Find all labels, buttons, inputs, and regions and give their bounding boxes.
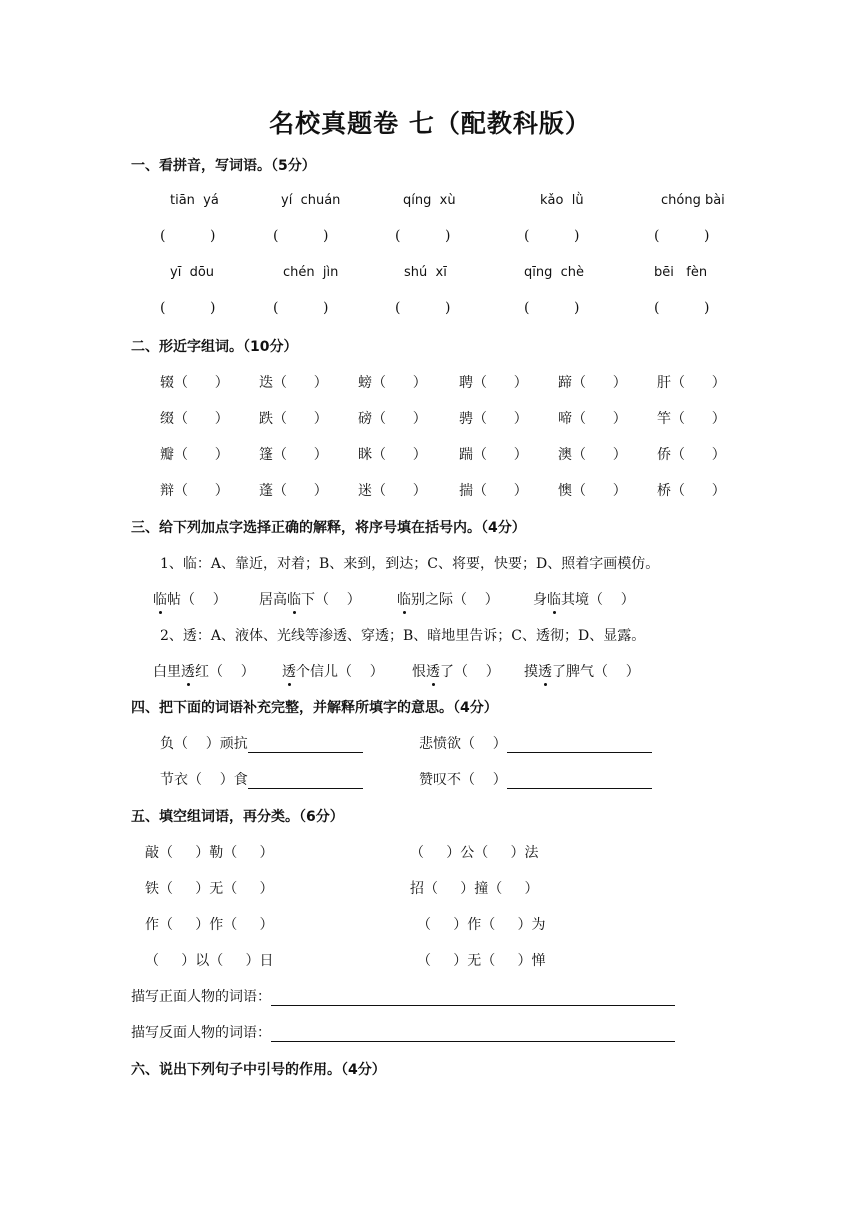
answer-line[interactable]: [507, 773, 652, 789]
similar-char: 蓬: [259, 483, 273, 499]
idiom-item[interactable]: 负（ ）顽抗: [160, 733, 363, 753]
section-5-heading: 五、填空组词语，再分类。（6分）: [131, 809, 344, 825]
similar-char: 蹄: [558, 375, 572, 391]
tou-item-2[interactable]: 透个信儿（ ）: [282, 661, 384, 681]
answer-paren[interactable]: （ ）: [273, 447, 328, 463]
similar-char-item[interactable]: [160, 408, 229, 428]
answer-line[interactable]: [507, 737, 652, 753]
answer-paren[interactable]: （ ）: [572, 375, 627, 391]
answer-blank[interactable]: ( ): [160, 300, 216, 316]
similar-char: 澳: [558, 447, 572, 463]
similar-char: 啼: [558, 411, 572, 427]
page-title: 名校真题卷 七（配教科版）: [269, 109, 591, 138]
answer-paren[interactable]: （ ）: [671, 411, 726, 427]
pinyin-item: yī dōu: [170, 265, 215, 280]
definition-lin: 1、临：A、靠近，对着；B、来到，到达；C、将要，快要；D、照着字画模仿。: [160, 556, 660, 572]
similar-char: 跌: [259, 411, 273, 427]
similar-char: 眯: [358, 447, 372, 463]
pinyin-row-1: [0, 193, 860, 213]
fill-word-item[interactable]: 敲（ ）勒（ ）: [145, 845, 274, 861]
fill-word-item[interactable]: （ ）公（ ）法: [410, 845, 539, 861]
similar-char-item[interactable]: [259, 444, 328, 464]
answer-blank[interactable]: ( ): [654, 228, 710, 244]
idiom-row-2: [0, 769, 860, 789]
similar-char: 侨: [657, 447, 671, 463]
answer-blank[interactable]: ( ): [395, 300, 451, 316]
similar-char: 螃: [358, 375, 372, 391]
lin-item-2[interactable]: 居高临下（ ）: [259, 589, 361, 609]
similar-char: 竿: [657, 411, 671, 427]
fill-word-item[interactable]: （ ）无（ ）惮: [417, 953, 546, 969]
lin-item-1[interactable]: 临帖（ ）: [153, 589, 227, 609]
similar-char-item[interactable]: [657, 372, 726, 392]
answer-line[interactable]: [271, 1026, 675, 1042]
answer-paren[interactable]: （ ）: [473, 411, 528, 427]
similar-char-item[interactable]: [459, 372, 528, 392]
pinyin-item: shú xī: [404, 265, 447, 280]
similar-char-item[interactable]: [358, 444, 427, 464]
answer-paren[interactable]: （ ）: [273, 483, 328, 499]
idiom-row-1: [0, 733, 860, 753]
similar-char: 磅: [358, 411, 372, 427]
positive-words-line: 描写正面人物的词语：: [131, 986, 675, 1006]
section-2-heading: 二、形近字组词。（10分）: [131, 339, 298, 355]
answer-paren[interactable]: （ ）: [273, 375, 328, 391]
answer-paren[interactable]: （ ）: [473, 447, 528, 463]
answer-line[interactable]: [248, 773, 363, 789]
answer-paren[interactable]: （ ）: [174, 447, 229, 463]
similar-char-item[interactable]: [459, 444, 528, 464]
answer-blank[interactable]: ( ): [395, 228, 451, 244]
answer-paren[interactable]: （ ）: [473, 375, 528, 391]
similar-char: 揣: [459, 483, 473, 499]
pinyin-item: tiān yá: [170, 193, 219, 208]
answer-paren[interactable]: （ ）: [372, 447, 427, 463]
section-6-heading: 六、说出下列句子中引号的作用。（4分）: [131, 1062, 386, 1078]
answer-paren[interactable]: （ ）: [174, 483, 229, 499]
similar-char-item[interactable]: [459, 408, 528, 428]
lin-item-4[interactable]: 身临其境（ ）: [533, 589, 635, 609]
tou-item-3[interactable]: 恨透了（ ）: [412, 661, 500, 681]
pinyin-item: chén jìn: [283, 265, 339, 280]
similar-char-item[interactable]: [657, 480, 726, 500]
pinyin-item: kǎo lǜ: [540, 193, 584, 208]
similar-char: 迷: [358, 483, 372, 499]
answer-paren[interactable]: （ ）: [372, 411, 427, 427]
fill-word-item[interactable]: 作（ ）作（ ）: [145, 917, 274, 933]
answer-blank[interactable]: ( ): [654, 300, 710, 316]
answer-blank[interactable]: ( ): [524, 300, 580, 316]
similar-char: 懊: [558, 483, 572, 499]
similar-char: 瓣: [160, 447, 174, 463]
answer-blank[interactable]: ( ): [273, 300, 329, 316]
blank-row-1: [0, 228, 860, 248]
negative-words-line: 描写反面人物的词语：: [131, 1022, 675, 1042]
similar-char-item[interactable]: [259, 372, 328, 392]
similar-char-item[interactable]: [160, 372, 229, 392]
similar-char: 骋: [459, 411, 473, 427]
lin-item-3[interactable]: 临别之际（ ）: [397, 589, 499, 609]
tou-items-row: [0, 661, 860, 681]
fill-word-item[interactable]: （ ）作（ ）为: [417, 917, 546, 933]
answer-blank[interactable]: ( ): [524, 228, 580, 244]
similar-char-item[interactable]: [558, 480, 627, 500]
similar-char-item[interactable]: [558, 408, 627, 428]
similar-char: 迭: [259, 375, 273, 391]
lin-items-row: [0, 589, 860, 609]
answer-paren[interactable]: （ ）: [273, 411, 328, 427]
answer-line[interactable]: [248, 737, 363, 753]
similar-char-item[interactable]: [358, 480, 427, 500]
similar-char-item[interactable]: [259, 408, 328, 428]
answer-paren[interactable]: （ ）: [671, 447, 726, 463]
tou-item-4[interactable]: 摸透了脾气（ ）: [524, 661, 640, 681]
similar-char-item[interactable]: [259, 480, 328, 500]
similar-char-item[interactable]: [160, 480, 229, 500]
answer-paren[interactable]: （ ）: [372, 483, 427, 499]
definition-tou: 2、透：A、液体、光线等渗透、穿透；B、暗地里告诉；C、透彻；D、显露。: [160, 628, 646, 644]
pinyin-item: qīng chè: [524, 265, 585, 280]
similar-char: 聘: [459, 375, 473, 391]
similar-char-item[interactable]: [160, 444, 229, 464]
fill-word-item[interactable]: 铁（ ）无（ ）: [145, 881, 274, 897]
answer-line[interactable]: [271, 990, 675, 1006]
fill-word-item[interactable]: 招（ ）撞（ ）: [410, 881, 539, 897]
section-3-heading: 三、给下列加点字选择正确的解释，将序号填在括号内。（4分）: [131, 520, 526, 536]
answer-paren[interactable]: （ ）: [174, 411, 229, 427]
answer-paren[interactable]: （ ）: [174, 375, 229, 391]
section-4-heading: 四、把下面的词语补充完整，并解释所填字的意思。（4分）: [131, 700, 498, 716]
pinyin-item: chóng bài: [661, 193, 725, 208]
similar-char-item[interactable]: [657, 408, 726, 428]
similar-char-item[interactable]: [358, 408, 427, 428]
similar-char-item[interactable]: [657, 444, 726, 464]
similar-char: 踹: [459, 447, 473, 463]
answer-paren[interactable]: （ ）: [572, 447, 627, 463]
blank-row-2: [0, 300, 860, 320]
similar-char: 辩: [160, 483, 174, 499]
section-1-heading: 一、看拼音，写词语。（5分）: [131, 158, 316, 174]
idiom-item[interactable]: 节衣（ ）食: [160, 769, 363, 789]
fill-word-item[interactable]: （ ）以（ ）日: [145, 953, 274, 969]
answer-paren[interactable]: （ ）: [372, 375, 427, 391]
answer-blank[interactable]: ( ): [160, 228, 216, 244]
idiom-item[interactable]: 赞叹不（ ）: [419, 769, 652, 789]
similar-char: 肝: [657, 375, 671, 391]
pinyin-item: yí chuán: [281, 193, 341, 208]
answer-paren[interactable]: （ ）: [572, 411, 627, 427]
answer-paren[interactable]: （ ）: [671, 375, 726, 391]
similar-char-item[interactable]: [558, 444, 627, 464]
pinyin-item: bēi fèn: [654, 265, 708, 280]
similar-char: 桥: [657, 483, 671, 499]
idiom-item[interactable]: 悲愤欲（ ）: [419, 733, 652, 753]
similar-char-item[interactable]: [459, 480, 528, 500]
similar-char-item[interactable]: [558, 372, 627, 392]
similar-char-item[interactable]: [358, 372, 427, 392]
tou-item-1[interactable]: 白里透红（ ）: [153, 661, 255, 681]
pinyin-item: qíng xù: [403, 193, 456, 208]
similar-char: 缀: [160, 411, 174, 427]
similar-char: 篷: [259, 447, 273, 463]
similar-char: 辍: [160, 375, 174, 391]
answer-paren[interactable]: （ ）: [473, 483, 528, 499]
answer-paren[interactable]: （ ）: [572, 483, 627, 499]
answer-paren[interactable]: （ ）: [671, 483, 726, 499]
answer-blank[interactable]: ( ): [273, 228, 329, 244]
pinyin-row-2: [0, 265, 860, 285]
